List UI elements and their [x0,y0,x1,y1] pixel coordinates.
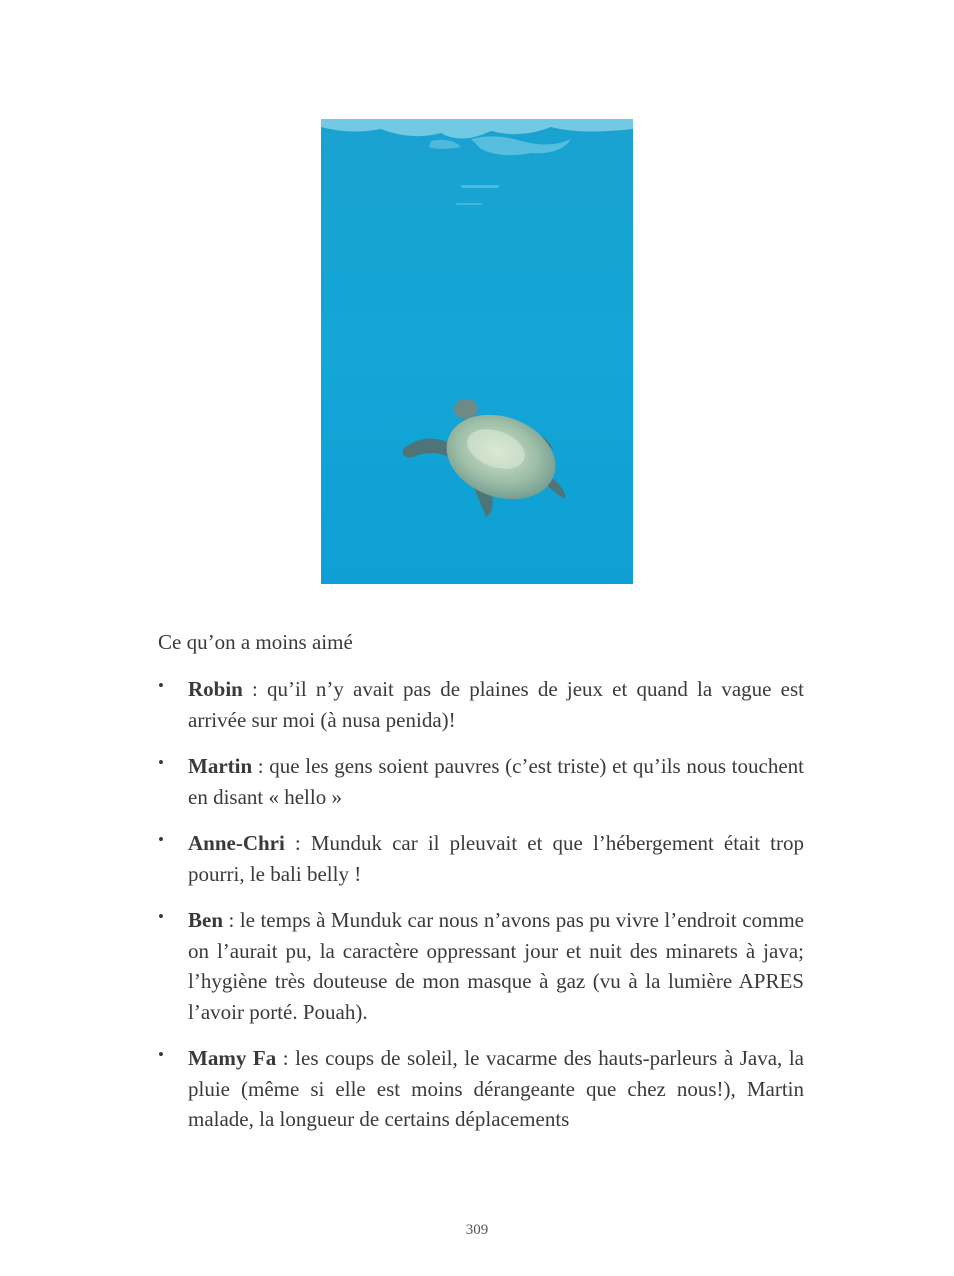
list-item [158,828,804,889]
bullet: • [158,676,164,695]
item-text: : le temps à Munduk car nous n’avons pas pu vivre l’endroit comme on l’aurait pu, la caractère oppressant jour et nuit des minarets à java; l’hygiène très douteuse de mon masque à gaz (vu à la lumière APRES l’avoir porté. Pouah). [188,908,804,1024]
turtle-photo [321,119,633,584]
item-text: : qu’il n’y avait pas de plaines de jeux et quand la vague est arrivée sur moi (à nusa penida)! [188,677,804,732]
person-name: Martin [188,754,253,778]
person-name: Robin [188,677,243,701]
page-number: 309 [465,1222,489,1238]
item-text: : les coups de soleil, le vacarme des hauts-parleurs à Java, la pluie (même si elle est moins dérangeante que chez nous!), Martin malade, la longueur de certains déplacements [188,1046,804,1131]
person-name: Ben [188,908,224,932]
item-text: : que les gens soient pauvres (c’est triste) et qu’ils nous touchent en disant « hello » [188,754,804,809]
list-item [158,1043,804,1135]
person-name: Mamy Fa [188,1046,277,1070]
person-name: Anne-Chri [188,831,285,855]
list-item [158,751,804,812]
list-item [158,905,804,1027]
bullet: • [158,830,164,849]
bullet: • [158,753,164,772]
opinion-list [158,674,804,1151]
bullet: • [158,1045,164,1064]
bullet: • [158,907,164,926]
list-item [158,674,804,735]
item-text: : Munduk car il pleuvait et que l’hébergement était trop pourri, le bali belly ! [188,831,804,886]
section-heading: Ce qu’on a moins aimé [158,630,353,654]
